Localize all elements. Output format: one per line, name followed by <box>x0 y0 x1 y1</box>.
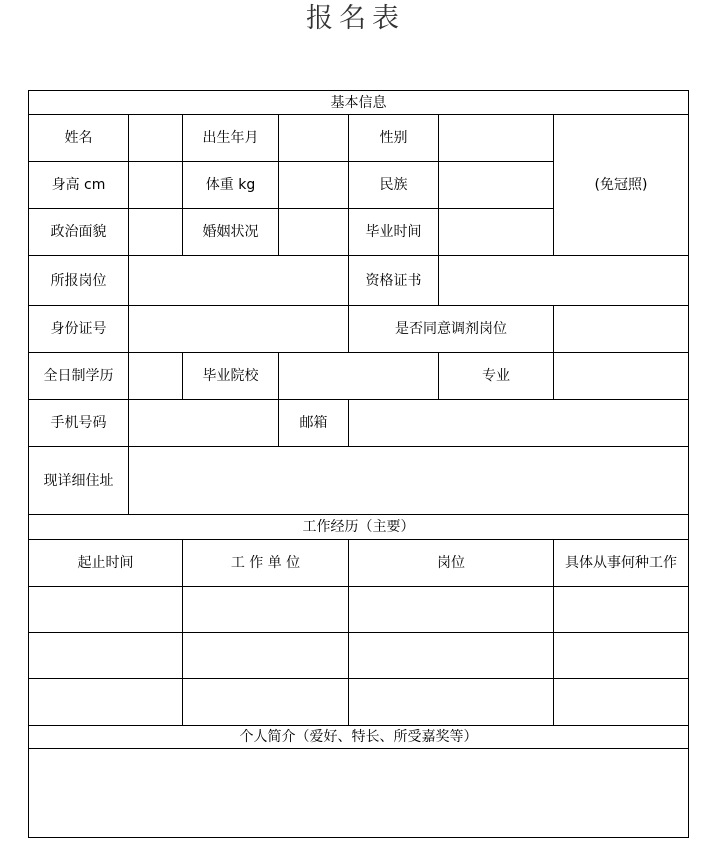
work-position-cell[interactable] <box>349 633 554 679</box>
field-accept-adjustment[interactable] <box>554 306 689 353</box>
work-duties-cell[interactable] <box>554 679 689 726</box>
label-accept-adjustment: 是否同意调剂岗位 <box>349 306 554 353</box>
work-period-cell[interactable] <box>29 679 183 726</box>
label-birth-date: 出生年月 <box>183 115 279 162</box>
label-fulltime-education: 全日制学历 <box>29 353 129 400</box>
label-certificate: 资格证书 <box>349 256 439 306</box>
field-weight[interactable] <box>279 162 349 209</box>
work-period-cell[interactable] <box>29 633 183 679</box>
label-weight: 体重 kg <box>183 162 279 209</box>
field-marital-status[interactable] <box>279 209 349 256</box>
section-basic-info: 基本信息 <box>29 91 689 115</box>
work-row <box>29 587 689 633</box>
field-applied-position[interactable] <box>129 256 349 306</box>
field-ethnicity[interactable] <box>439 162 554 209</box>
work-row <box>29 679 689 726</box>
label-applied-position: 所报岗位 <box>29 256 129 306</box>
work-duties-cell[interactable] <box>554 587 689 633</box>
field-fulltime-education[interactable] <box>129 353 183 400</box>
work-position-cell[interactable] <box>349 587 554 633</box>
label-marital-status: 婚姻状况 <box>183 209 279 256</box>
field-personal-intro[interactable] <box>29 749 689 838</box>
photo-placeholder[interactable]: (免冠照) <box>554 115 689 256</box>
field-name[interactable] <box>129 115 183 162</box>
field-gender[interactable] <box>439 115 554 162</box>
field-birth-date[interactable] <box>279 115 349 162</box>
label-id-number: 身份证号 <box>29 306 129 353</box>
label-graduate-school: 毕业院校 <box>183 353 279 400</box>
field-major[interactable] <box>554 353 689 400</box>
field-political-status[interactable] <box>129 209 183 256</box>
label-political-status: 政治面貌 <box>29 209 129 256</box>
section-personal-intro: 个人简介（爱好、特长、所受嘉奖等） <box>29 726 689 749</box>
field-id-number[interactable] <box>129 306 349 353</box>
field-phone[interactable] <box>129 400 279 447</box>
section-work-experience: 工作经历（主要） <box>29 515 689 540</box>
label-email: 邮箱 <box>279 400 349 447</box>
work-col-duties: 具体从事何种工作 <box>554 540 689 587</box>
work-employer-cell[interactable] <box>183 633 349 679</box>
label-ethnicity: 民族 <box>349 162 439 209</box>
label-phone: 手机号码 <box>29 400 129 447</box>
work-row <box>29 633 689 679</box>
work-position-cell[interactable] <box>349 679 554 726</box>
work-col-period: 起止时间 <box>29 540 183 587</box>
work-employer-cell[interactable] <box>183 679 349 726</box>
label-graduation-time: 毕业时间 <box>349 209 439 256</box>
field-email[interactable] <box>349 400 689 447</box>
work-col-position: 岗位 <box>349 540 554 587</box>
label-name: 姓名 <box>29 115 129 162</box>
work-duties-cell[interactable] <box>554 633 689 679</box>
label-height: 身高 cm <box>29 162 129 209</box>
field-graduation-time[interactable] <box>439 209 554 256</box>
field-address[interactable] <box>129 447 689 515</box>
label-major: 专业 <box>439 353 554 400</box>
page-title: 报名表 <box>306 3 405 34</box>
label-address: 现详细住址 <box>29 447 129 515</box>
field-certificate[interactable] <box>439 256 689 306</box>
field-graduate-school[interactable] <box>279 353 439 400</box>
work-col-employer: 工 作 单 位 <box>183 540 349 587</box>
label-gender: 性别 <box>349 115 439 162</box>
registration-form-table <box>28 90 689 838</box>
work-employer-cell[interactable] <box>183 587 349 633</box>
field-height[interactable] <box>129 162 183 209</box>
work-period-cell[interactable] <box>29 587 183 633</box>
